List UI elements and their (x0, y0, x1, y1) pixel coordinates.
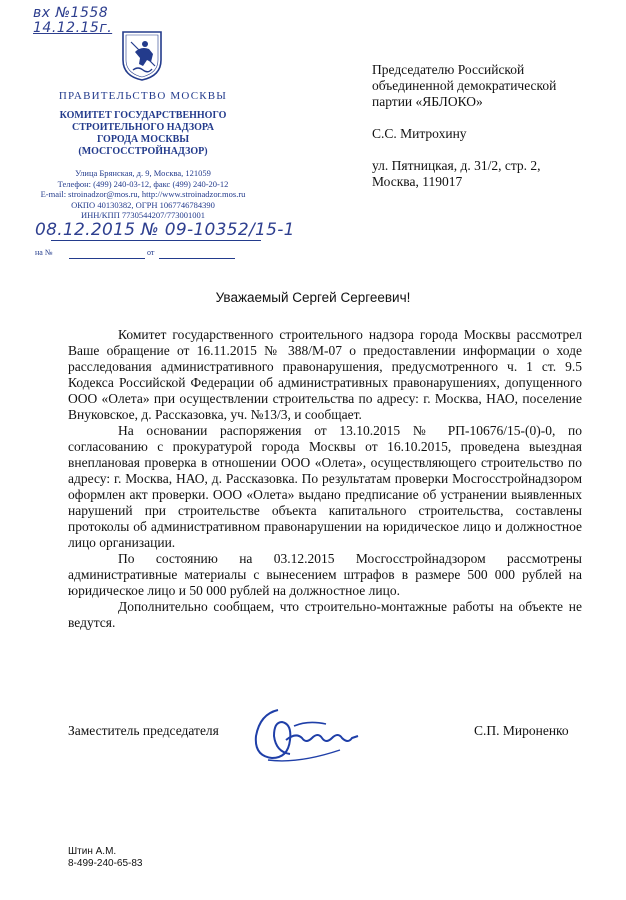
contact-details (40, 168, 246, 221)
recipient-position: объединенной демократической (372, 78, 557, 93)
letter-body (68, 327, 582, 631)
reference-from: от (147, 248, 155, 257)
body-paragraph: Дополнительно сообщаем, что строительно-монтажные работы на объекте не ведутся. (68, 599, 582, 630)
reference-prefix: на № (35, 248, 53, 257)
reference-number-line (69, 258, 145, 259)
moscow-coat-of-arms-icon (121, 30, 163, 82)
recipient-position: партии «ЯБЛОКО» (372, 94, 483, 109)
incoming-date: 14.12.15г. (33, 20, 113, 36)
government-title: ПРАВИТЕЛЬСТВО МОСКВЫ (58, 90, 228, 102)
reference-date-line (159, 258, 235, 259)
incoming-stamp (33, 6, 112, 36)
committee-line: (МОСГОССТРОЙНАДЗОР) (78, 146, 208, 157)
address-line: Улица Брянская, д. 9, Москва, 121059 (75, 168, 211, 178)
email-line: E-mail: stroinadzor@mos.ru, http://www.stroinadzor.mos.ru (40, 189, 246, 199)
registration-number: 08.12.2015 № 09-10352/15-1 (35, 220, 295, 240)
committee-name (48, 110, 238, 158)
executor-block (68, 846, 143, 870)
recipient-block (372, 62, 612, 190)
body-paragraph: По состоянию на 03.12.2015 Мосгосстройнадзором рассмотрены административные материалы с вынесением штрафов в размере 500 000 рублей на юридическое лицо и 50 000 рублей на должностное лицо. (68, 551, 582, 598)
signatory-title: Заместитель председателя (68, 723, 219, 738)
recipient-address: Москва, 119017 (372, 174, 463, 189)
committee-line: СТРОИТЕЛЬНОГО НАДЗОРА (72, 122, 214, 133)
executor-name: Штин А.М. (68, 846, 117, 857)
recipient-position: Председателю Российской (372, 62, 525, 77)
registration-field (29, 218, 299, 244)
body-paragraph: На основании распоряжения от 13.10.2015 № РП-10676/15-(0)-0, по согласованию с прокуратурой города Москвы от 16.10.2015, проведена выездная внеплановая проверка в отношении ООО «Олета», осуществляющего строительство по адресу: г. Москва, НАО, д. Рассказовка. По результатам проверки Мосгосстройнадзором оформлен акт проверки. ООО «Олета» выдано предписание об устранении выявленных нарушений при строительстве объекта капитального строительства, составлены протоколы об административном правонарушении на юридическое лицо и должностное лицо организации. (68, 423, 582, 550)
recipient-name: С.С. Митрохину (372, 126, 467, 141)
registration-underline (51, 240, 261, 241)
handwritten-signature-icon (248, 700, 368, 770)
phone-line: Телефон: (499) 240-03-12, факс (499) 240-20-12 (57, 178, 229, 189)
greeting: Уважаемый Сергей Сергеевич! (215, 290, 411, 305)
incoming-number: вх №1558 (33, 5, 109, 21)
committee-line: ГОРОДА МОСКВЫ (96, 134, 190, 145)
inn-line: ИНН/КПП 7730544207/773001001 (81, 210, 205, 220)
executor-phone: 8-499-240-65-83 (68, 858, 143, 869)
recipient-address: ул. Пятницкая, д. 31/2, стр. 2, (372, 158, 541, 173)
committee-line: КОМИТЕТ ГОСУДАРСТВЕННОГО (59, 110, 227, 121)
signatory-name: С.П. Мироненко (474, 723, 569, 738)
body-paragraph: Комитет государственного строительного надзора города Москвы рассмотрел Ваше обращение от 16.11.2015 № 388/М-07 о предоставлении информации о ходе расследования административного правонарушения, предусмотренного ч. 1 ст. 9.5 Кодекса Российской Федерации об административных правонарушениях, допущенного ООО «Олета» при осуществлении строительства по адресу: г. Москва, НАО, поселение Внуковское, д. Рассказовка, уч. №13/3, и сообщает. (68, 327, 582, 422)
okpo-line: ОКПО 40130382, ОГРН 1067746784390 (71, 199, 215, 210)
reference-field (29, 248, 249, 262)
